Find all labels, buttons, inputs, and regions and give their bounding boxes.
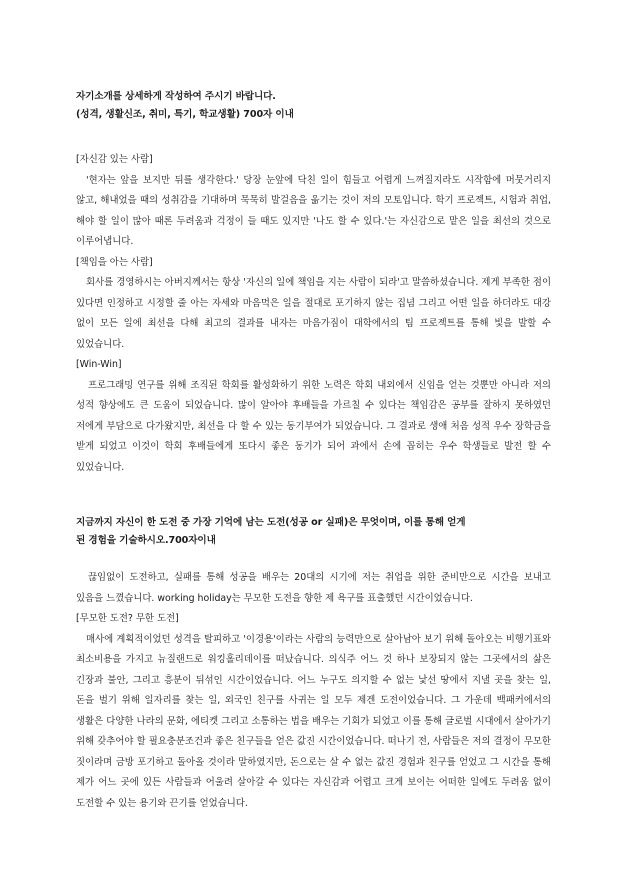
spacer (76, 550, 551, 568)
question-1-line-1: 자기소개를 상세하게 작성하여 주시기 바랍니다. (76, 91, 276, 102)
section-text-challenge: 매사에 계획적이었던 성격을 탈피하고 '이경용'이라는 사람의 능력만으로 살아남아 보기 위해 돌아오는 비행기표와 최소비용을 가지고 뉴질랜드로 워킹홀리데이를 떠났습니다. 의식주 어느 것 하나 보장되지 않는 그곳에서의 삶은 긴장과 불안, 그리고 흥분이 뒤섞인 시간이었습니다. 어느 누구도 의지할 수 없는 낯선 땅에서 지낼 곳을 찾는 일, 돈을 벌기 위해 일자리를 찾는 일, 외국인 친구를 사귀는 일 모두 제겐 도전이었습니다. 그 가운데 백패커에서의 생활은 다양한 나라의 문화, 에티켓 그리고 소통하는 법을 배우는 기회가 되었고 이를 통해 글로벌 시대에서 살아가기 위해 갖추어야 할 필요충분조건과 좋은 친구들을 얻은 값진 시간이었습니다. 떠나기 전, 사람들은 저의 결정이 무모한 짓이라며 금방 포기하고 돌아올 것이라 말하였지만, 돈으로는 살 수 없는 값진 경험과 친구를 얻었고 그 시간을 통해 제가 어느 곳에 있든 사람들과 어울려 살아갈 수 있다는 자신감과 어렵고 크게 보이는 어떠한 일에도 두려움 없이 도전할 수 있는 용기와 끈기를 얻었습니다. (76, 633, 551, 809)
section-label-responsibility: [책임을 아는 사람] (76, 256, 153, 268)
document-content (76, 88, 551, 814)
answer-2-intro: 끊임없이 도전하고, 실패를 통해 성공을 배우는 20대의 시기에 저는 취업을 위한 준비만으로 시간을 보내고 있음을 느꼈습니다. working holiday는 무모한 도전을 향한 제 욕구를 표출했던 시간이었습니다. (76, 572, 551, 604)
section-text-win-win: 프로그래밍 연구를 위해 조직된 학회를 활성화하기 위한 노력은 학회 내외에서 신임을 얻는 것뿐만 아니라 저의 성적 향상에도 큰 도움이 되었습니다. 많이 알아야 후배들을 가르칠 수 있다는 책임감은 공부를 잘하지 못하였던 저에게 부담으로 다가왔지만, 최선을 다 할 수 있는 동기부여가 되었습니다. 그 결과로 생애 처음 성적 우수 장학금을 받게 되었고 이것이 학회 후배들에게 또다시 좋은 동기가 되어 과에서 손에 꼽히는 우수 학생들로 발전 할 수 있었습니다. (76, 379, 551, 473)
question-2-line-2: 된 경험을 기술하시오.700자이내 (76, 535, 216, 546)
question-2-line-1: 지금까지 자신이 한 도전 중 가장 기억에 남는 도전(성공 or 실패)은 무엇이며, 이를 통해 얻게 (76, 517, 466, 528)
section-label-win-win: [Win-Win] (76, 359, 122, 370)
spacer (76, 478, 551, 496)
section-label-challenge: [무모한 도전? 무한 도전] (76, 613, 179, 624)
section-text-responsibility: 회사를 경영하시는 아버지께서는 항상 '자신의 일에 책임을 지는 사람이 되라'고 말씀하셨습니다. 제게 부족한 점이 있다면 인정하고 시정할 줄 아는 자세와 마음먹은 일을 절대로 포기하지 않는 집념 그리고 어떤 일을 하더라도 대강 없이 모든 일에 최선을 다해 최고의 결과를 내자는 마음가짐이 대학에서의 팀 프로젝트를 통해 빛을 발할 수 있었습니다. (76, 277, 551, 350)
section-text-confidence: '현자는 앞을 보지만 뒤를 생각한다.' 당장 눈앞에 닥친 일이 힘들고 어렵게 느껴질지라도 시작함에 머뭇거리지 않고, 해내었을 때의 성취감을 기대하며 묵묵히 발걸음을 옮기는 것이 저의 모토입니다. 학기 프로젝트, 시험과 취업, 해야 할 일이 많아 때론 두려움과 걱정이 들 때도 있지만 '나도 할 수 있다.'는 자신감으로 맡은 일을 최선의 것으로 이루어냅니다. (76, 174, 551, 247)
question-1-line-2: (성격, 생활신조, 취미, 특기, 학교생활) 700자 이내 (76, 109, 294, 120)
spacer (76, 124, 551, 150)
section-label-confidence: [자신감 있는 사람] (76, 154, 153, 165)
